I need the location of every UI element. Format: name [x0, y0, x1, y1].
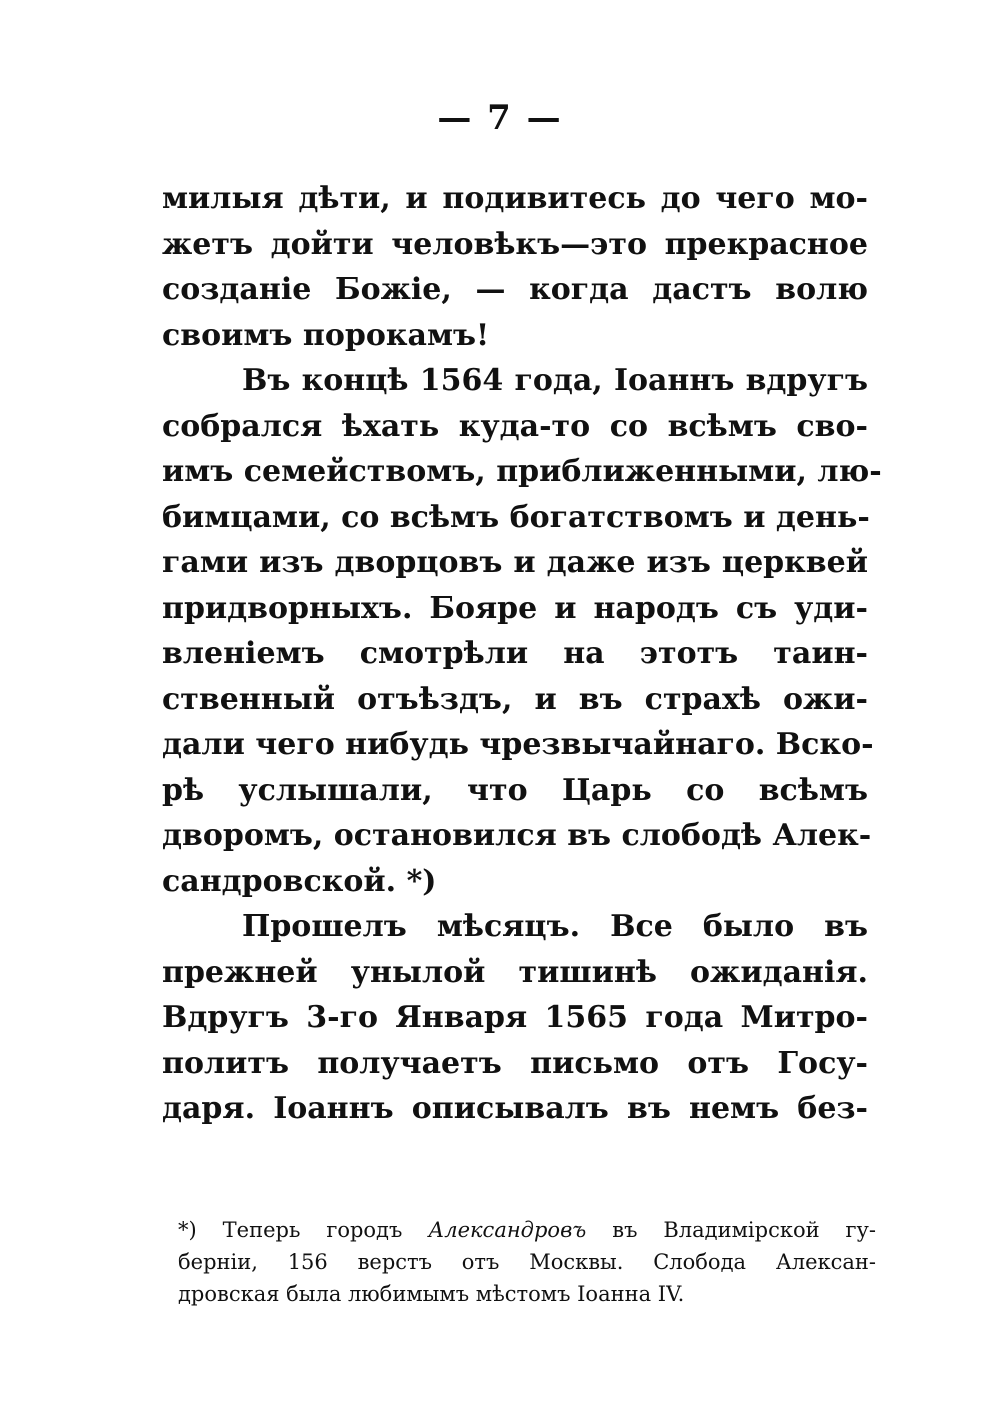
body-text: [162, 176, 882, 1132]
text-line: ственный отъѣздъ, и въ страхѣ ожи-: [162, 681, 868, 717]
text-line: дворомъ, остановился въ слободѣ Алек-: [162, 818, 872, 853]
footnote-text: Теперь городъ: [222, 1218, 403, 1242]
footnote-line: [178, 1214, 876, 1246]
footnote-marker: *): [178, 1218, 197, 1242]
text-line: вленіемъ смотрѣли на этотъ таин-: [162, 636, 868, 671]
text-line: прежней унылой тишинѣ ожиданія.: [162, 954, 868, 990]
footnote-line: берніи, 156 верстъ отъ Москвы. Слобода Алексан-: [178, 1250, 876, 1274]
footnote: [178, 1214, 876, 1310]
text-line: даря. Іоаннъ описывалъ въ немъ без-: [162, 1091, 868, 1126]
text-line: гами изъ дворцовъ и даже изъ церквей: [162, 545, 868, 580]
text-line: собрался ѣхать куда-то со всѣмъ сво-: [162, 408, 868, 444]
text-line: сандровской. *): [162, 863, 437, 899]
text-line: имъ семействомъ, приближенными, лю-: [162, 454, 882, 489]
footnote-italic-name: Александровъ: [428, 1218, 587, 1242]
footnote-line: дровская была любимымъ мѣстомъ Іоанна IV.: [178, 1282, 685, 1306]
page-number: — 7 —: [437, 98, 563, 138]
text-line: Прошелъ мѣсяцъ. Все было въ: [242, 909, 868, 944]
text-line: политъ получаетъ письмо отъ Госу-: [162, 1045, 868, 1081]
text-line: своимъ порокамъ!: [162, 317, 490, 353]
text-line: Въ концѣ 1564 года, Іоаннъ вдругъ: [242, 363, 868, 398]
footnote-text: въ Владимірской гу-: [612, 1218, 877, 1242]
text-line: бимцами, со всѣмъ богатствомъ и день-: [162, 499, 870, 535]
text-line: придворныхъ. Бояре и народъ съ уди-: [162, 590, 868, 626]
text-line: Вдругъ 3-го Января 1565 года Митро-: [162, 1000, 868, 1035]
text-line: созданіе Божіе, — когда дастъ волю: [162, 272, 868, 307]
text-line: рѣ услышали, что Царь со всѣмъ: [162, 772, 868, 808]
text-line: жетъ дойти человѣкъ—это прекрасное: [162, 226, 868, 262]
text-line: дали чего нибудь чрезвычайнаго. Вско-: [162, 727, 874, 762]
text-line: милыя дѣти, и подивитесь до чего мо-: [162, 181, 868, 216]
